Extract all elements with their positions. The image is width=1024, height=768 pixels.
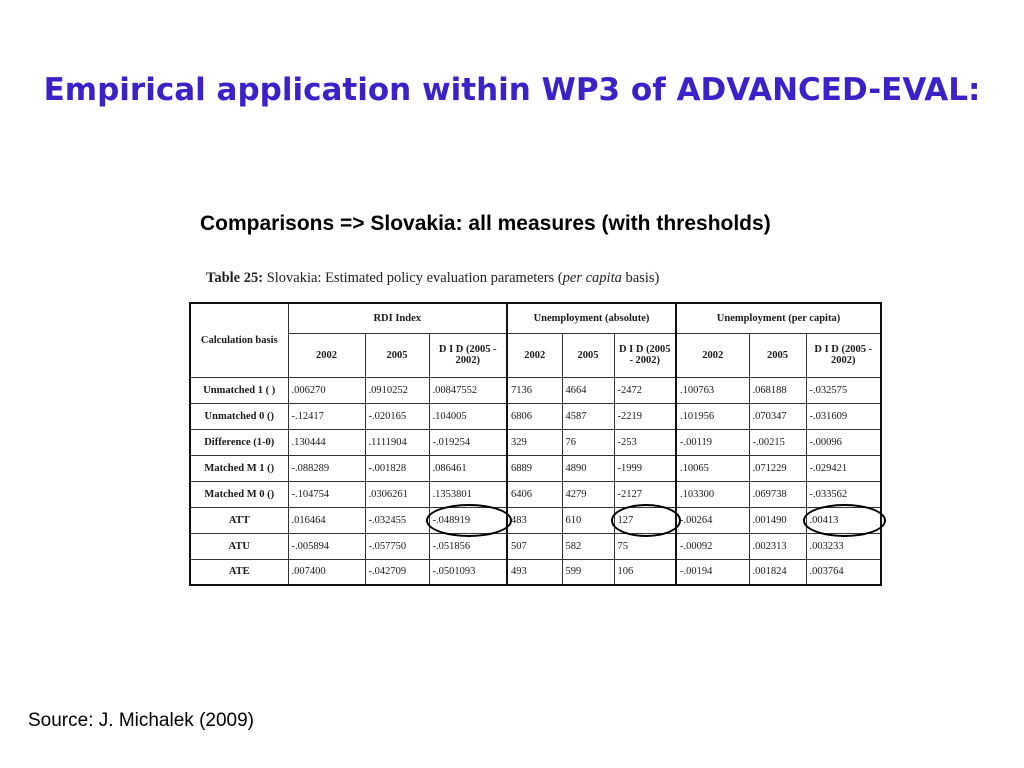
corner-header: Calculation basis [190,303,288,377]
table-caption [206,270,659,287]
table-cell [614,507,676,533]
row-label: Matched M 0 () [190,481,288,507]
table-cell: .103300 [676,481,749,507]
table-cell: 483 [507,507,562,533]
table-cell: -2127 [614,481,676,507]
table-cell: 76 [562,429,614,455]
slide-subtitle: Comparisons => Slovakia: all measures (with thresholds) [200,212,771,235]
table-cell: -.051856 [429,533,507,559]
row-label: Unmatched 0 () [190,403,288,429]
table-cell: .071229 [749,455,806,481]
table-cell: .069738 [749,481,806,507]
subheader-rdi-did: D I D (2005 - 2002) [429,333,507,377]
row-label: ATT [190,507,288,533]
table-cell: 4279 [562,481,614,507]
table-cell: 4890 [562,455,614,481]
table-cell: .101956 [676,403,749,429]
subheader-rdi-2002: 2002 [288,333,365,377]
table-cell: 493 [507,559,562,585]
table-row [190,507,881,533]
table-cell: .007400 [288,559,365,585]
subheader-pc-2002: 2002 [676,333,749,377]
table-cell [806,507,881,533]
table-cell: .003233 [806,533,881,559]
results-table [189,302,882,586]
row-label: Difference (1-0) [190,429,288,455]
table-cell: -.033562 [806,481,881,507]
table-cell: -1999 [614,455,676,481]
table-cell-value: -.048919 [432,514,471,526]
table-cell: 610 [562,507,614,533]
table-row [190,429,881,455]
table-caption-italic: per capita [562,270,622,286]
source-note: Source: J. Michalek (2009) [28,710,254,731]
table-cell: -.088289 [288,455,365,481]
table-cell: 75 [614,533,676,559]
table-cell: .086461 [429,455,507,481]
row-label: ATU [190,533,288,559]
table-cell: .001824 [749,559,806,585]
subheader-abs-2005: 2005 [562,333,614,377]
table-cell: .003764 [806,559,881,585]
table-cell: -.029421 [806,455,881,481]
table-cell: 6406 [507,481,562,507]
table-cell: -.032455 [365,507,429,533]
table-cell: 106 [614,559,676,585]
table-row [190,559,881,585]
table-cell: -.020165 [365,403,429,429]
table-caption-text: Slovakia: Estimated policy evaluation parameters ( [263,270,563,286]
slide-title: Empirical application within WP3 of ADVANCED-EVAL: [43,72,981,108]
table-cell: 6806 [507,403,562,429]
table-cell: -.005894 [288,533,365,559]
subheader-pc-2005: 2005 [749,333,806,377]
table-cell: .002313 [749,533,806,559]
table-cell: -.032575 [806,377,881,403]
table-row [190,455,881,481]
table-cell: 599 [562,559,614,585]
row-label: Unmatched 1 ( ) [190,377,288,403]
subheader-pc-did: D I D (2005 - 2002) [806,333,881,377]
table-cell-value: .00413 [809,514,839,526]
table-row [190,377,881,403]
group-header-unemp-pc: Unemployment (per capita) [676,303,881,333]
table-cell: -.00215 [749,429,806,455]
subheader-abs-did: D I D (2005 - 2002) [614,333,676,377]
table-cell: .001490 [749,507,806,533]
table-cell: 4664 [562,377,614,403]
table-cell: -2219 [614,403,676,429]
table-cell: 4587 [562,403,614,429]
table-row [190,403,881,429]
table-cell: .1111904 [365,429,429,455]
table-caption-end: basis) [621,270,660,286]
table-cell: -.019254 [429,429,507,455]
table-cell: .00847552 [429,377,507,403]
table-cell: .0910252 [365,377,429,403]
subheader-abs-2002: 2002 [507,333,562,377]
table-cell: -.0501093 [429,559,507,585]
table-cell: .016464 [288,507,365,533]
table-cell: .130444 [288,429,365,455]
table-row [190,533,881,559]
table-cell: -.057750 [365,533,429,559]
table-cell: .068188 [749,377,806,403]
table-cell: .070347 [749,403,806,429]
table-cell: 329 [507,429,562,455]
results-table-container [189,302,882,586]
table-cell: -.00092 [676,533,749,559]
table-cell: -.031609 [806,403,881,429]
table-cell: .10065 [676,455,749,481]
table-cell: -2472 [614,377,676,403]
table-cell: .1353801 [429,481,507,507]
table-caption-label: Table 25: [206,270,264,286]
table-cell: .0306261 [365,481,429,507]
table-cell: 6889 [507,455,562,481]
row-label: ATE [190,559,288,585]
row-label: Matched M 1 () [190,455,288,481]
group-header-rdi: RDI Index [288,303,507,333]
group-header-unemp-abs: Unemployment (absolute) [507,303,676,333]
table-cell: -.00194 [676,559,749,585]
table-cell: -.00264 [676,507,749,533]
table-cell: -.12417 [288,403,365,429]
table-cell-value: 127 [617,514,634,526]
table-cell: -253 [614,429,676,455]
table-cell: 7136 [507,377,562,403]
table-cell: 582 [562,533,614,559]
table-cell: 507 [507,533,562,559]
subheader-rdi-2005: 2005 [365,333,429,377]
table-cell: .100763 [676,377,749,403]
table-cell [429,507,507,533]
table-cell: .006270 [288,377,365,403]
table-row [190,481,881,507]
table-cell: .104005 [429,403,507,429]
table-cell: -.001828 [365,455,429,481]
table-cell: -.042709 [365,559,429,585]
table-cell: -.104754 [288,481,365,507]
table-cell: -.00119 [676,429,749,455]
table-cell: -.00096 [806,429,881,455]
